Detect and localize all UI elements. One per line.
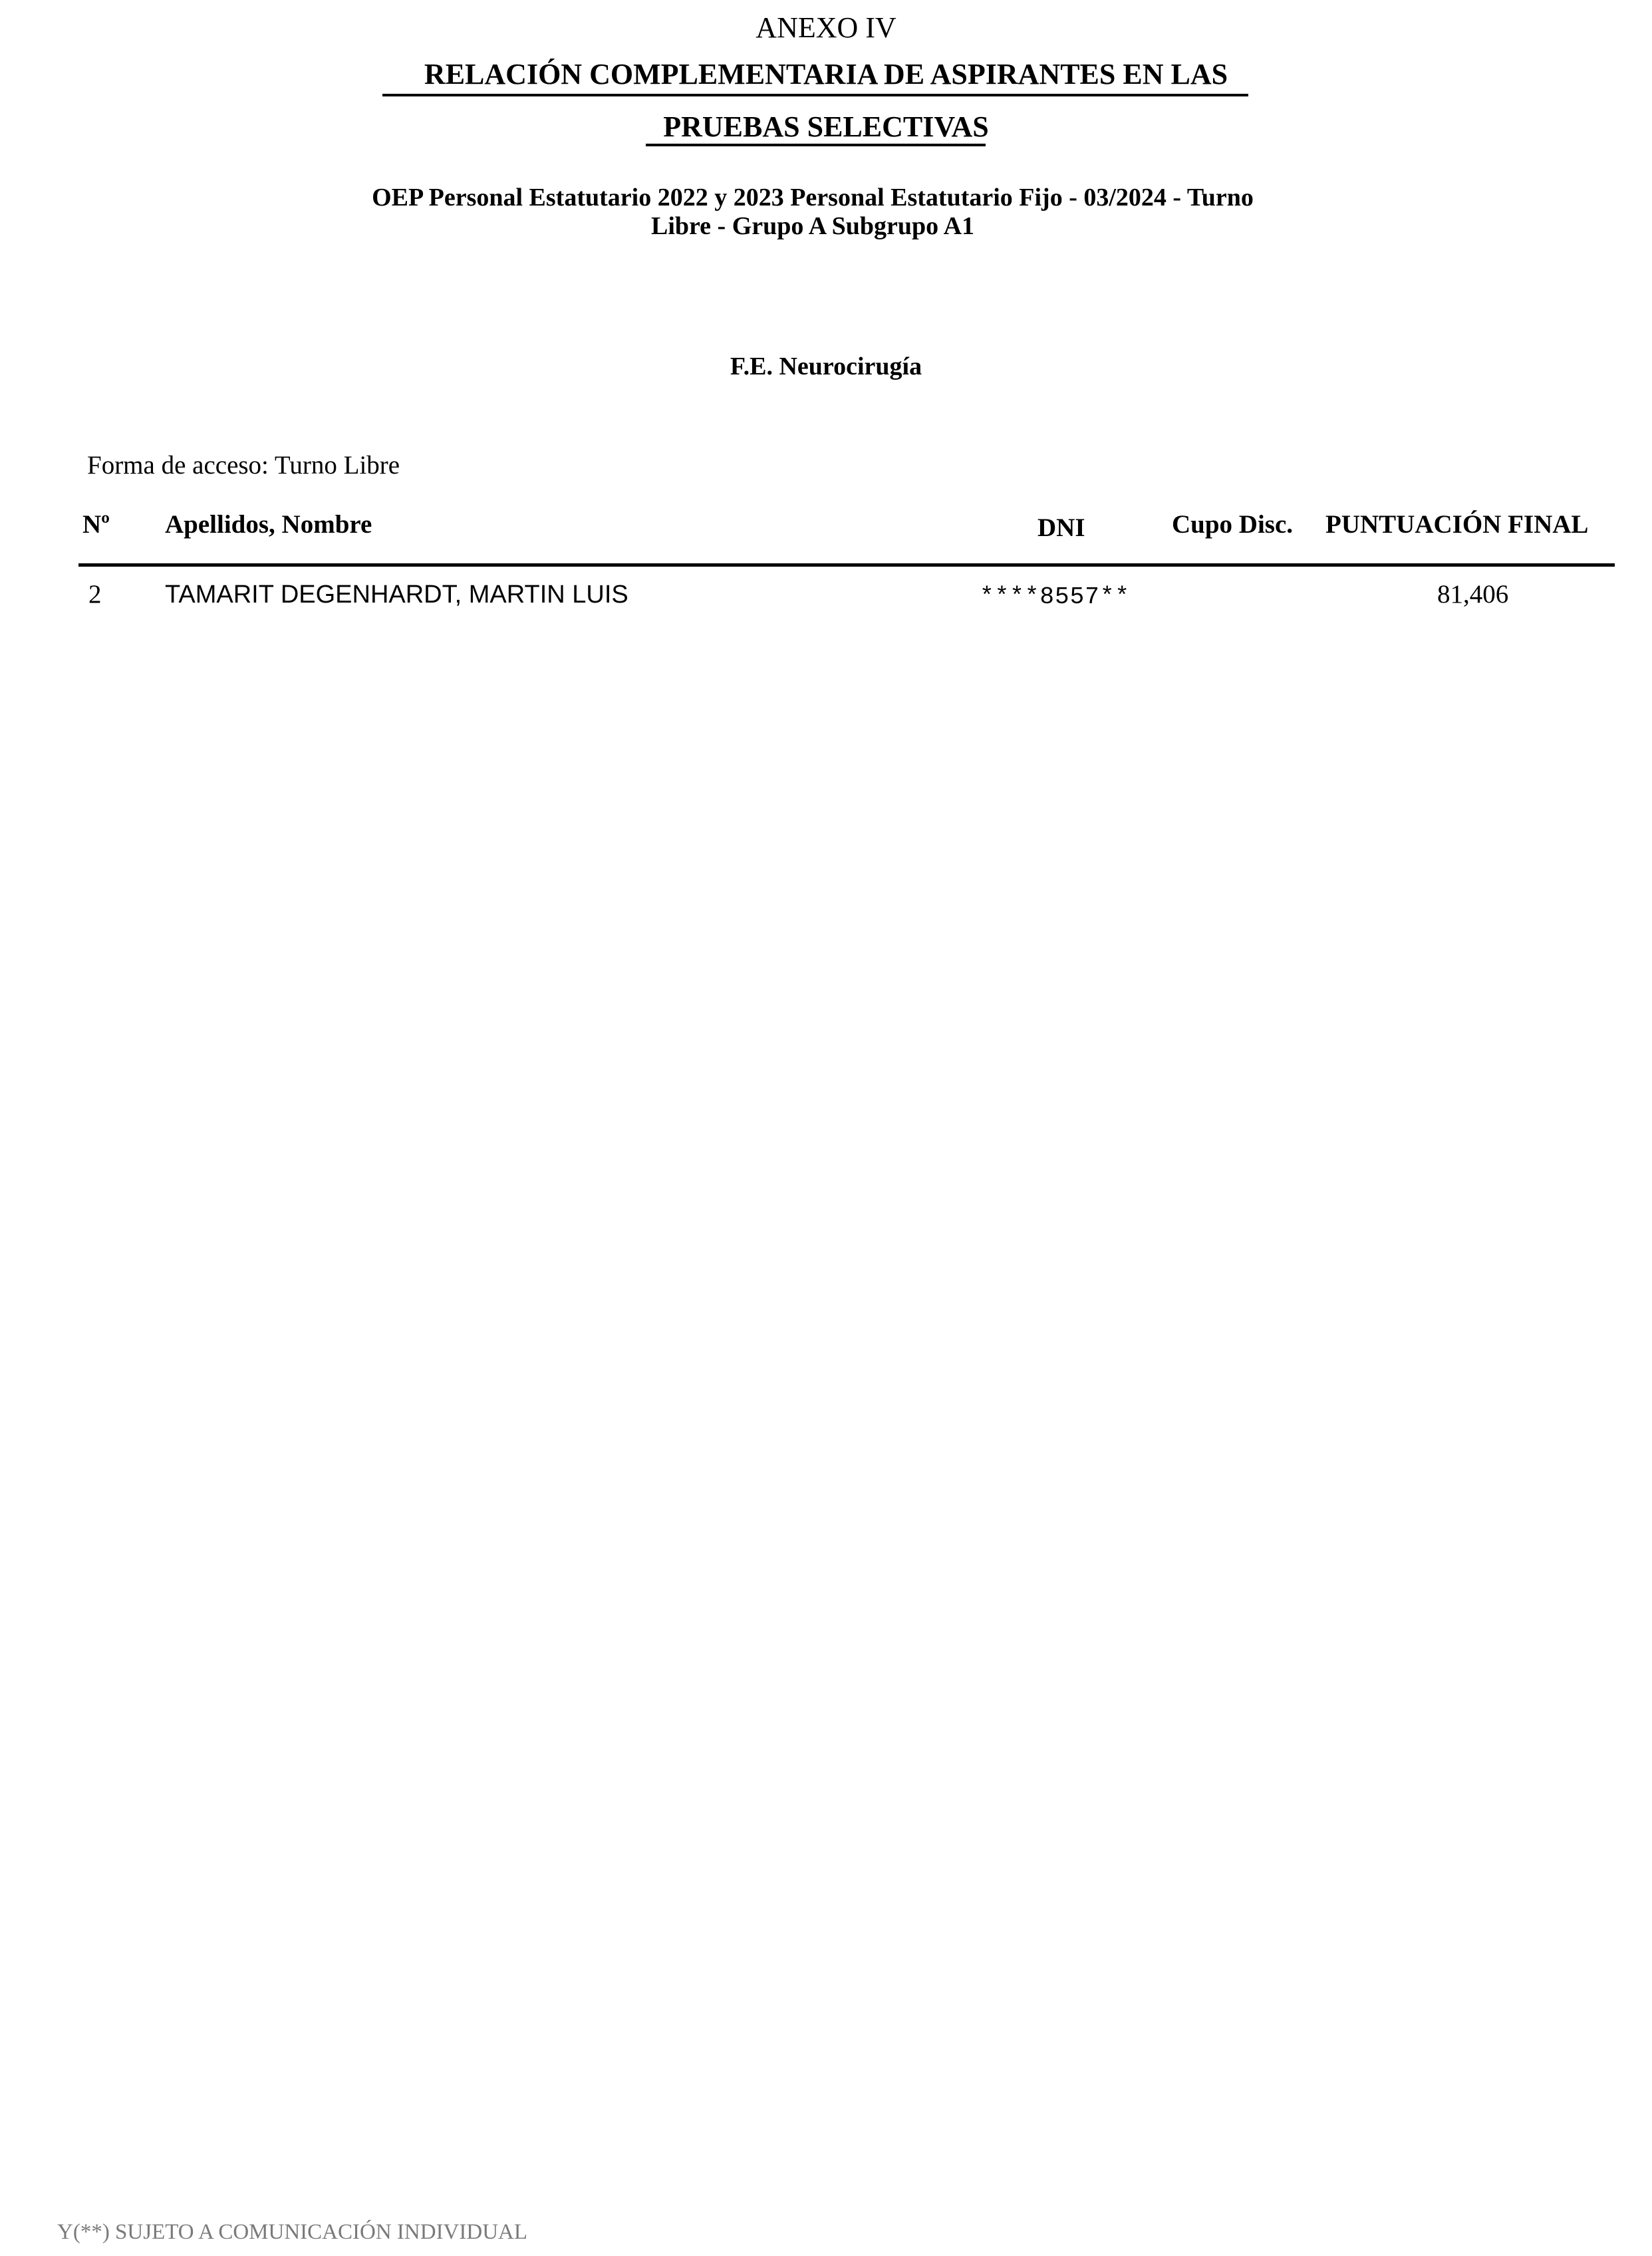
access-mode-label: Forma de acceso: Turno Libre: [87, 451, 400, 480]
cell-name: TAMARIT DEGENHARDT, MARTIN LUIS: [165, 581, 628, 609]
column-header-name: Apellidos, Nombre: [165, 510, 372, 539]
annex-label: ANEXO IV: [756, 11, 896, 44]
cell-final-score: 81,406: [1437, 580, 1509, 609]
document-title-line-2: PRUEBAS SELECTIVAS: [663, 110, 989, 143]
column-header-dni: DNI: [1037, 513, 1085, 542]
column-header-disability-quota: Cupo Disc.: [1172, 510, 1294, 539]
footer-note: Y(**) SUJETO A COMUNICACIÓN INDIVIDUAL: [57, 2220, 528, 2244]
title-underline: [646, 144, 986, 146]
specialty-heading: F.E. Neurocirugía: [730, 352, 922, 380]
column-header-final-score: PUNTUACIÓN FINAL: [1325, 510, 1589, 539]
table-header-divider: [78, 563, 1615, 567]
column-header-number: Nº: [82, 510, 110, 539]
document-title-line-1: RELACIÓN COMPLEMENTARIA DE ASPIRANTES EN LAS: [424, 58, 1228, 90]
call-description: [0, 184, 1639, 241]
call-description-line-2: Libre - Grupo A Subgrupo A1: [650, 212, 975, 240]
call-description-line-1: OEP Personal Estatutario 2022 y 2023 Personal Estatutario Fijo - 03/2024 - Turno: [372, 184, 1254, 212]
title-underline: [382, 94, 1248, 96]
cell-number: 2: [88, 580, 102, 609]
cell-dni: ****8557**: [980, 583, 1131, 611]
